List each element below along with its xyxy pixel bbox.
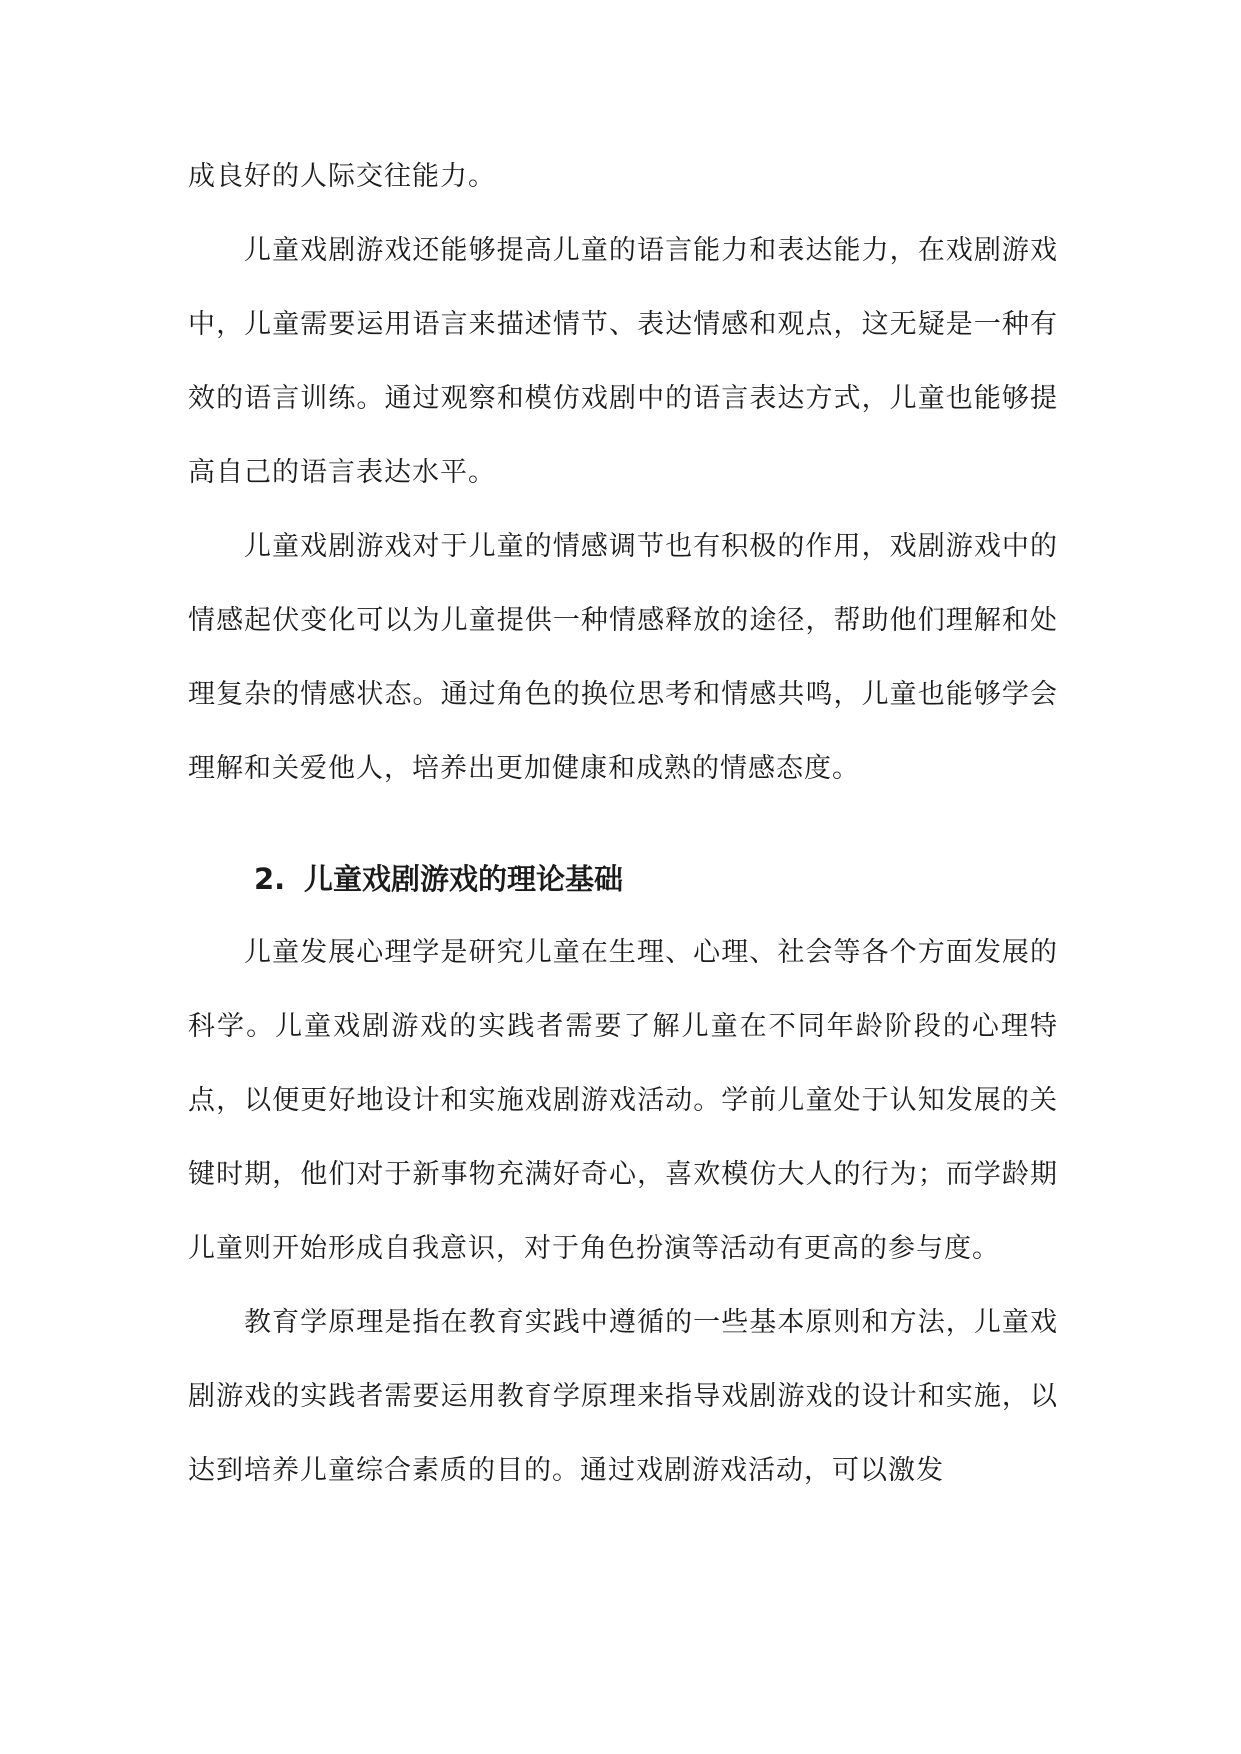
paragraph-language-ability: 儿童戏剧游戏还能够提高儿童的语言能力和表达能力，在戏剧游戏中，儿童需要运用语言来描述情节、表达情感和观点，这无疑是一种有效的语言训练。通过观察和模仿戏剧中的语言表达方式，儿童也能够提高自己的语言表达水平。 xyxy=(188,235,1058,488)
paragraph-developmental-psychology: 儿童发展心理学是研究儿童在生理、心理、社会等各个方面发展的科学。儿童戏剧游戏的实践者需要了解儿童在不同年龄阶段的心理特点，以便更好地设计和实施戏剧游戏活动。学前儿童处于认知发展的关键时期，他们对于新事物充满好奇心，喜欢模仿大人的行为；而学龄期儿童则开始形成自我意识，对于角色扮演等活动有更高的参与度。 xyxy=(188,937,1058,1264)
paragraph-emotional-regulation: 儿童戏剧游戏对于儿童的情感调节也有积极的作用，戏剧游戏中的情感起伏变化可以为儿童提供一种情感释放的途径，帮助他们理解和处理复杂的情感状态。通过角色的换位思考和情感共鸣，儿童也能够学会理解和关爱他人，培养出更加健康和成熟的情感态度。 xyxy=(188,531,1058,784)
paragraph-education-principles: 教育学原理是指在教育实践中遵循的一些基本原则和方法，儿童戏剧游戏的实践者需要运用教育学原理来指导戏剧游戏的设计和实施，以达到培养儿童综合素质的目的。通过戏剧游戏活动，可以激发 xyxy=(188,1307,1058,1486)
paragraph-continuation: 成良好的人际交往能力。 xyxy=(188,161,496,192)
section-heading xyxy=(188,842,1058,916)
section-number: 2. xyxy=(254,862,286,896)
section-title: 儿童戏剧游戏的理论基础 xyxy=(304,862,624,896)
document-body xyxy=(188,140,1058,1508)
